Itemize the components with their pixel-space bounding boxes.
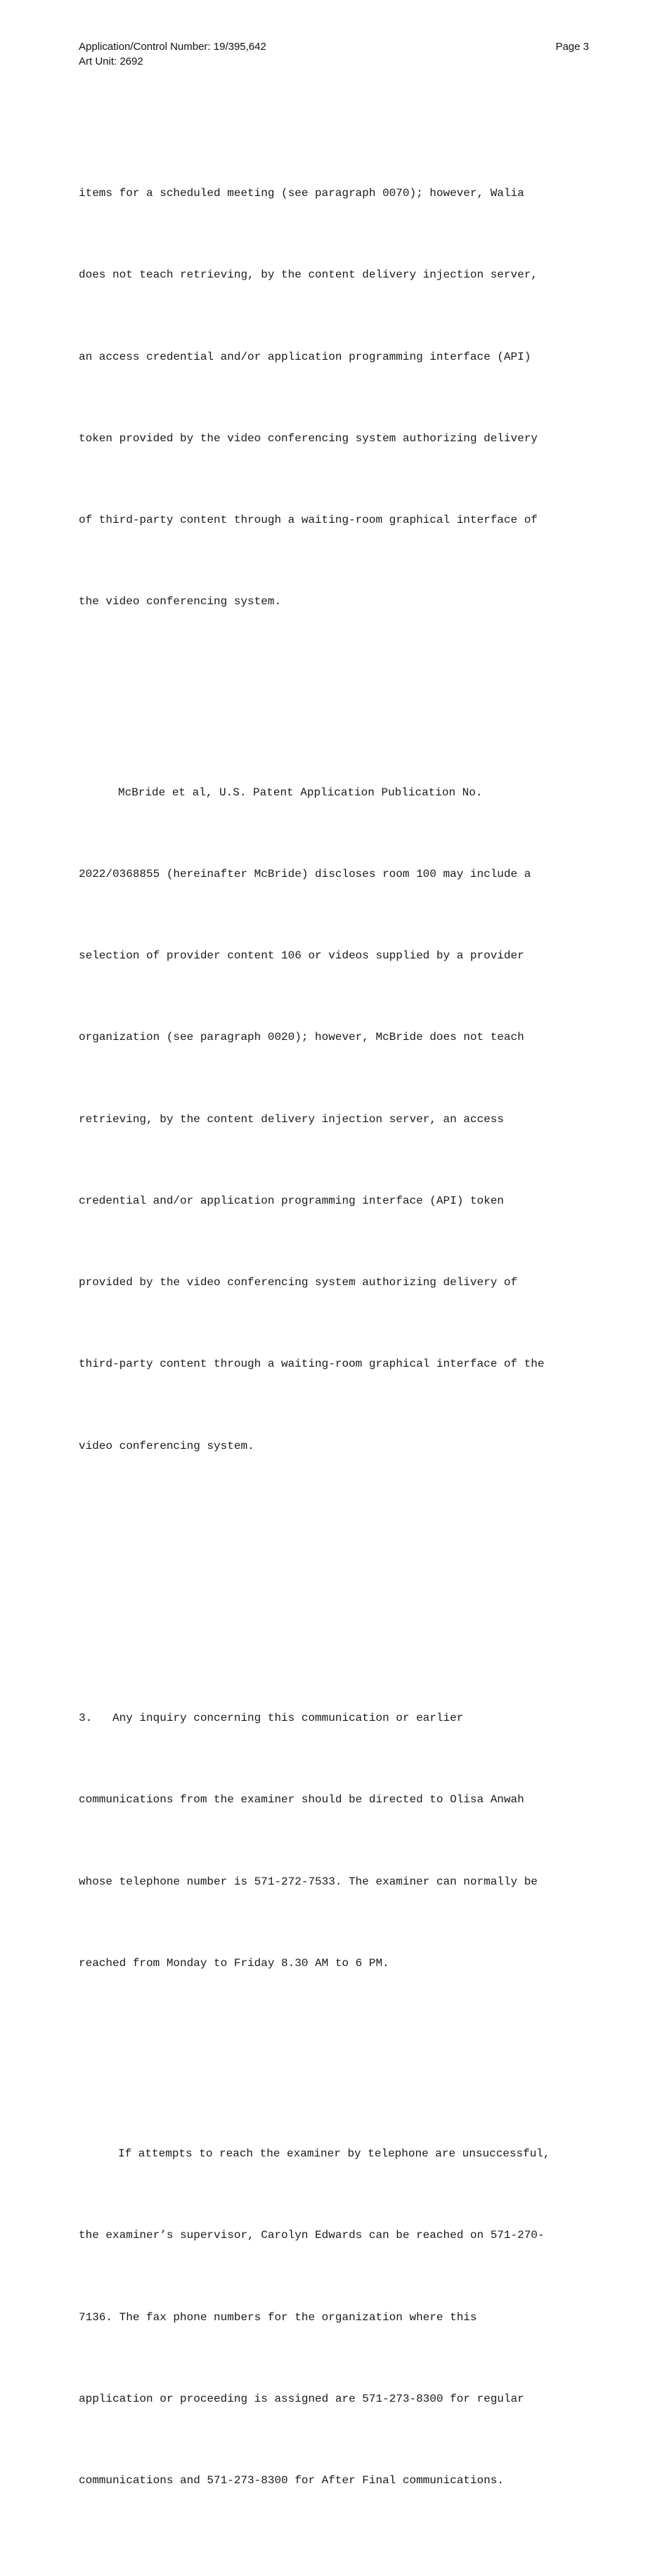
page-header bbox=[79, 39, 589, 69]
text-line: selection of provider content 106 or videos supplied by a provider bbox=[79, 949, 524, 962]
text-line: third-party content through a waiting-room graphical interface of the bbox=[79, 1358, 545, 1371]
text-line: the video conferencing system. bbox=[79, 595, 282, 609]
text-line: retrieving, by the content delivery injection server, an access bbox=[79, 1112, 504, 1126]
text-line: items for a scheduled meeting (see paragraph 0070); however, Walia bbox=[79, 187, 524, 200]
text-line: provided by the video conferencing system authorizing delivery of bbox=[79, 1276, 518, 1289]
text-line: organization (see paragraph 0020); however, McBride does not teach bbox=[79, 1031, 524, 1044]
text-line: 7136. The fax phone numbers for the organization where this bbox=[79, 2310, 477, 2324]
text-line: of third-party content through a waiting-room graphical interface of bbox=[79, 514, 538, 526]
paragraph-contact bbox=[79, 2086, 613, 2549]
text-line: reached from Monday to Friday 8.30 AM to 6 PM. bbox=[79, 1956, 389, 1970]
text-line: 2022/0368855 (hereinafter McBride) discloses room 100 may include a bbox=[79, 867, 531, 880]
text-line: McBride et al, U.S. Patent Application Publication No. bbox=[118, 786, 483, 799]
text-line: credential and/or application programming interface (API) token bbox=[79, 1194, 504, 1207]
text-line: an access credential and/or application programming interface (API) bbox=[79, 350, 531, 363]
text-line: communications from the examiner should be directed to Olisa Anwah bbox=[79, 1793, 524, 1807]
text-line: 3. Any inquiry concerning this communication or earlier bbox=[79, 1712, 464, 1724]
text-line: If attempts to reach the examiner by telephone are unsuccessful, bbox=[118, 2147, 550, 2160]
text-line: video conferencing system. bbox=[79, 1439, 254, 1452]
text-line: communications and 571-273-8300 for After Final communications. bbox=[79, 2474, 504, 2487]
spacer bbox=[79, 1568, 613, 1596]
text-line: whose telephone number is 571-272-7533. The examiner can normally be bbox=[79, 1875, 538, 1888]
paragraph-mcbride bbox=[79, 724, 613, 1514]
art-unit: Art Unit: 2692 bbox=[79, 56, 143, 67]
paragraph-walia bbox=[79, 126, 613, 670]
page-number: Page 3 bbox=[555, 41, 589, 53]
document-body bbox=[79, 71, 613, 2576]
application-number: Application/Control Number: 19/395,642 bbox=[79, 41, 266, 53]
text-line: the examiner’s supervisor, Carolyn Edwards can be reached on 571-270- bbox=[79, 2229, 545, 2242]
text-line: application or proceeding is assigned are 571-273-8300 for regular bbox=[79, 2392, 524, 2405]
text-line: token provided by the video conferencing system authorizing delivery bbox=[79, 431, 538, 445]
paragraph-inquiry bbox=[79, 1651, 613, 2032]
text-line: does not teach retrieving, by the content delivery injection server, bbox=[79, 268, 538, 282]
